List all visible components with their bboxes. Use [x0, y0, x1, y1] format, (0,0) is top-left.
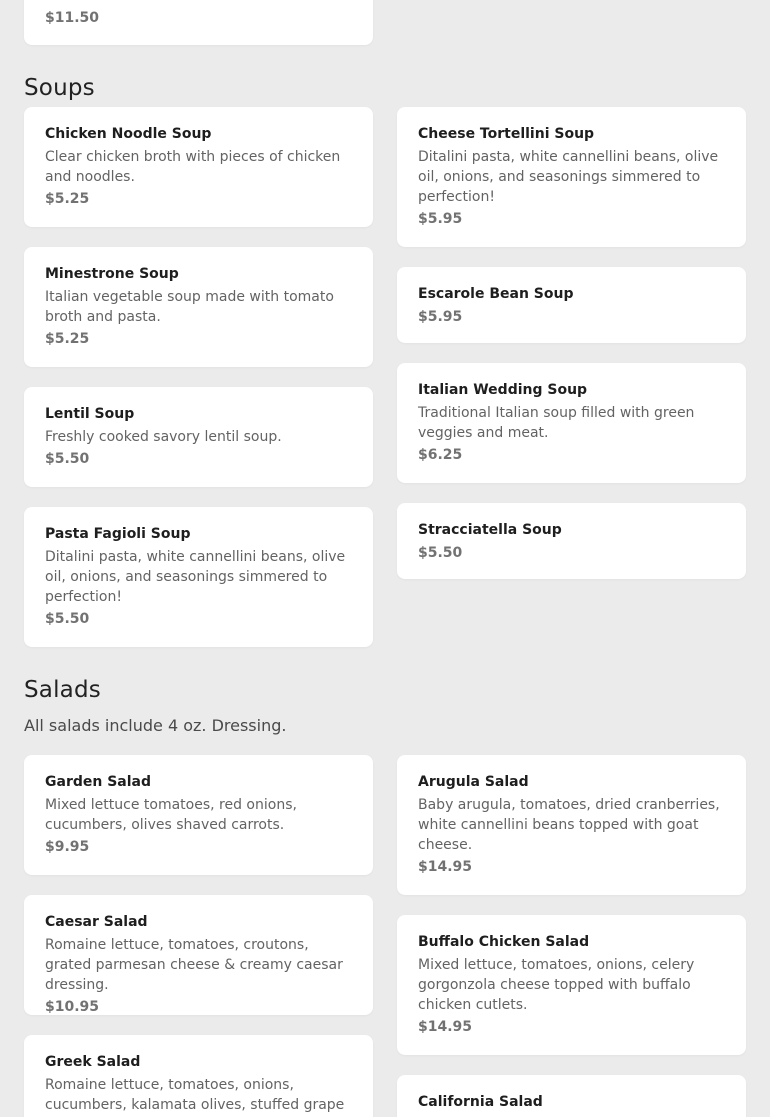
menu-item-card[interactable]	[24, 1035, 373, 1117]
item-name: Arugula Salad	[418, 774, 529, 790]
item-description: Ditalini pasta, white cannellini beans, olive oil, onions, and seasonings simmered to perfection!	[418, 149, 719, 205]
item-price: $10.95	[45, 999, 100, 1015]
section-title-salads: Salads	[24, 677, 101, 703]
section-note: All salads include 4 oz. Dressing.	[24, 716, 287, 735]
menu-item-card[interactable]	[397, 755, 746, 895]
item-name: Stracciatella Soup	[418, 522, 562, 538]
item-price: $5.95	[418, 309, 463, 325]
item-name: Escarole Bean Soup	[418, 286, 574, 302]
item-price: $11.50	[45, 10, 100, 26]
item-price: $5.50	[45, 451, 90, 467]
item-description: Clear chicken broth with pieces of chicken and noodles.	[45, 149, 341, 185]
item-name: Cheese Tortellini Soup	[418, 126, 595, 142]
item-name: Chicken Noodle Soup	[45, 126, 212, 142]
item-name: Pasta Fagioli Soup	[45, 526, 191, 542]
menu-item-card[interactable]	[397, 1075, 746, 1117]
item-price: $5.25	[45, 191, 90, 207]
item-name: Buffalo Chicken Salad	[418, 934, 590, 950]
section-title-soups: Soups	[24, 75, 95, 101]
item-price: $9.95	[45, 839, 90, 855]
item-description: Mixed lettuce tomatoes, red onions, cucumbers, olives shaved carrots.	[45, 797, 297, 833]
menu-item-card[interactable]	[397, 915, 746, 1055]
menu-item-card[interactable]	[24, 0, 373, 45]
item-name: Italian Wedding Soup	[418, 382, 588, 398]
menu-item-card[interactable]	[24, 895, 373, 1015]
menu-item-card[interactable]	[397, 107, 746, 247]
item-description: Baby arugula, tomatoes, dried cranberries, white cannellini beans topped with goat cheese.	[418, 797, 720, 853]
menu-item-card[interactable]	[24, 507, 373, 647]
item-description: Romaine lettuce, tomatoes, onions, cucumbers, kalamata olives, stuffed grape	[45, 1077, 345, 1113]
menu-item-card[interactable]	[24, 247, 373, 367]
item-description: Romaine lettuce, tomatoes, croutons, grated parmesan cheese & creamy caesar dressing.	[45, 937, 343, 993]
item-price: $5.50	[418, 545, 463, 561]
item-price: $14.95	[418, 859, 473, 875]
menu-item-card[interactable]	[397, 363, 746, 483]
item-price: $5.95	[418, 211, 463, 227]
menu-item-card[interactable]	[24, 755, 373, 875]
menu-item-card[interactable]	[24, 107, 373, 227]
item-description: Ditalini pasta, white cannellini beans, olive oil, onions, and seasonings simmered to perfection!	[45, 549, 346, 605]
item-description: Freshly cooked savory lentil soup.	[45, 429, 282, 445]
item-name: California Salad	[418, 1094, 543, 1110]
item-name: Minestrone Soup	[45, 266, 179, 282]
item-price: $14.95	[418, 1019, 473, 1035]
item-name: Caesar Salad	[45, 914, 148, 930]
item-price: $5.50	[45, 611, 90, 627]
item-name: Greek Salad	[45, 1054, 141, 1070]
item-name: Garden Salad	[45, 774, 151, 790]
item-description: Traditional Italian soup filled with green veggies and meat.	[418, 405, 695, 441]
item-price: $6.25	[418, 447, 463, 463]
item-description: Mixed lettuce, tomatoes, onions, celery gorgonzola cheese topped with buffalo chicken cutlets.	[418, 957, 695, 1013]
item-description: Italian vegetable soup made with tomato broth and pasta.	[45, 289, 334, 325]
item-name: Lentil Soup	[45, 406, 135, 422]
item-price: $5.25	[45, 331, 90, 347]
menu-item-card[interactable]	[397, 267, 746, 343]
menu-item-card[interactable]	[397, 503, 746, 579]
menu-item-card[interactable]	[24, 387, 373, 487]
